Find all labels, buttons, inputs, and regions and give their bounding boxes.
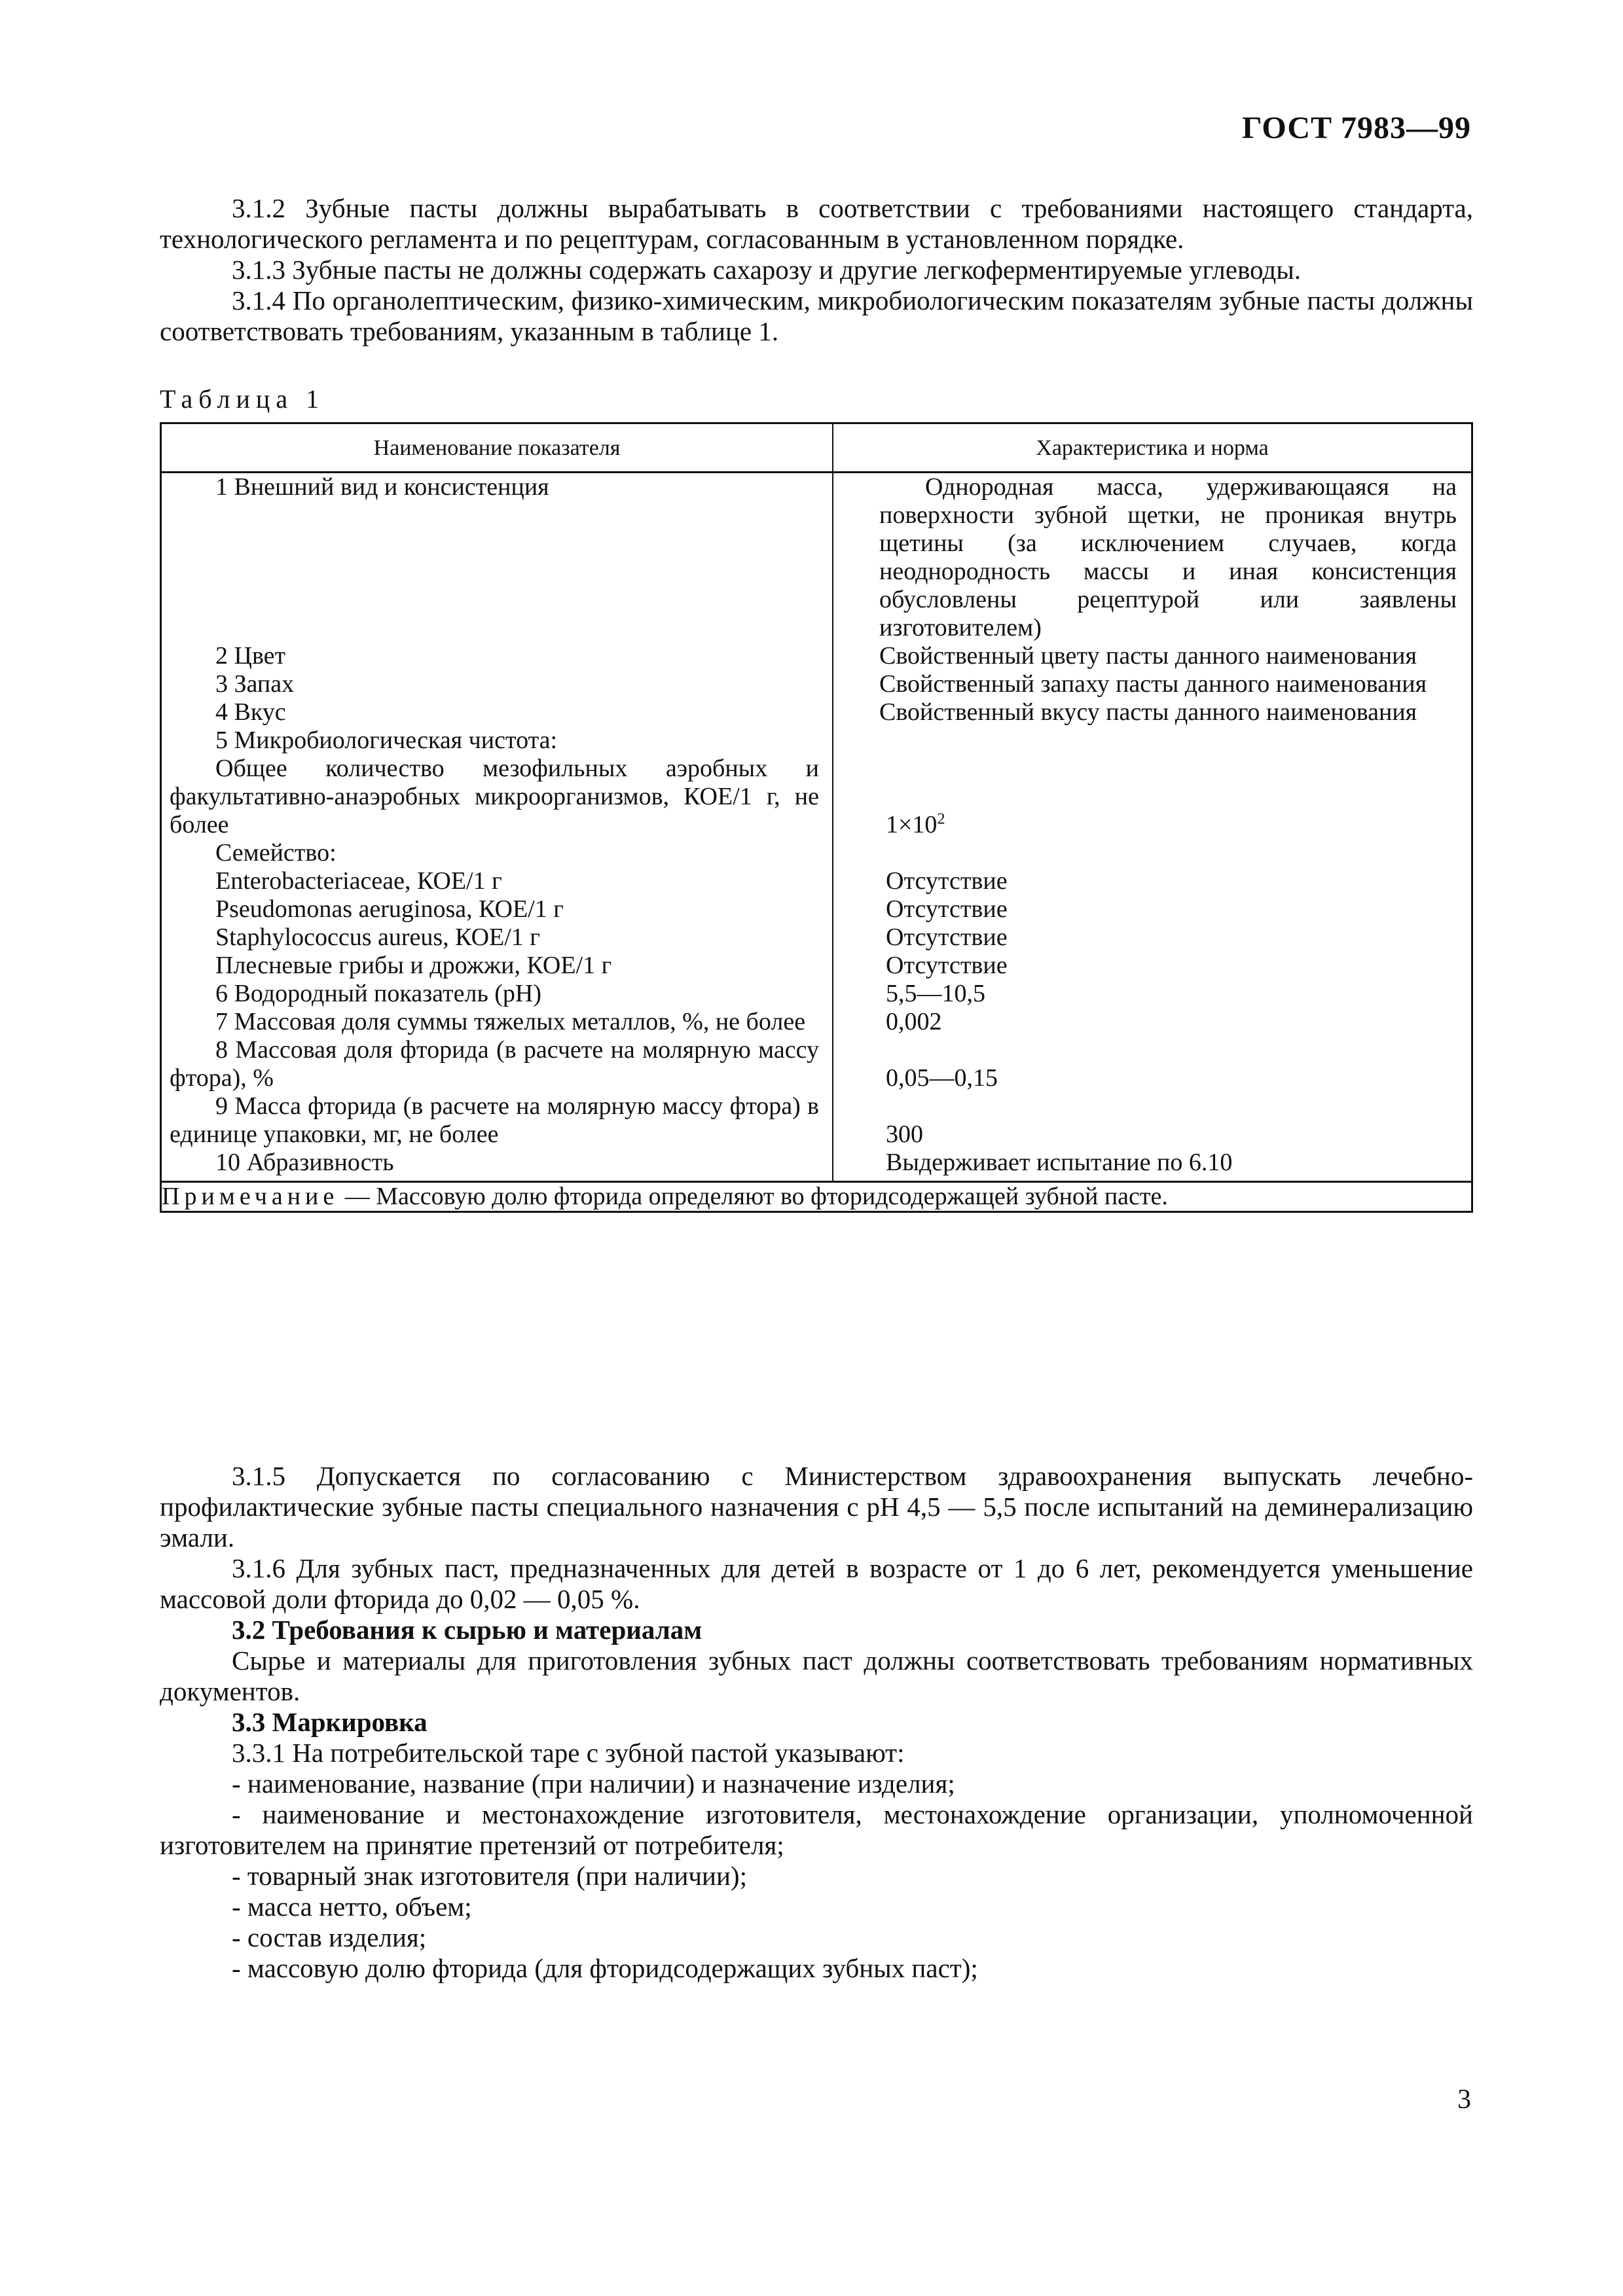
table-row [161,670,1472,698]
family-item-name: Плесневые грибы и дрожжи, КОЕ/1 г [215,952,612,979]
list-item: - наименование, название (при наличии) и назначение изделия; [232,1768,955,1799]
table-row [161,473,1472,643]
table-row [161,1008,1472,1036]
paragraph-3-1-2: 3.1.2 Зубные пасты должны вырабатывать в соответствии с требованиями настоящего стандарта, технологического регламента и по рецептурам, согласованным в установленном порядке. [160,193,1473,254]
family-label: Семейство: [215,839,337,867]
after-table-section [160,1461,1473,1984]
note-label: Примечание [162,1183,339,1210]
paragraph-3-3-1: 3.3.1 На потребительской таре с зубной пастой указывают: [232,1738,905,1768]
indicator-norm: $1\times 10^2$ [886,810,945,838]
indicator-name: 4 Вкус [215,698,286,726]
document-code-header: ГОСТ 7983—99 [1242,111,1471,145]
table-row [161,726,1472,755]
table-row [161,1036,1472,1092]
paragraph-3-1-5: 3.1.5 Допускается по согласованию с Министерством здравоохранения выпускать лечебно-профилактические зубные пасты специального назначения с pH 4,5 — 5,5 после испытаний на деминерализацию эмали. [160,1461,1473,1552]
indicator-name: 10 Абразивность [215,1149,394,1176]
paragraph-3-1-3: 3.1.3 Зубные пасты не должны содержать сахарозу и другие легкоферментируемые углеводы. [232,255,1301,285]
table-note-row [161,1182,1472,1212]
family-item-name: Staphylococcus aureus, КОЕ/1 г [215,924,540,951]
indicator-norm: 5,5—10,5 [886,980,985,1007]
list-item: - наименование и местонахождение изготовителя, местонахождение организации, уполномоченной изготовителем на принятие претензий от потребителя; [160,1799,1473,1860]
page-number: 3 [1457,2085,1471,2115]
requirements-table [160,422,1473,1213]
list-item: - масса нетто, объем; [232,1892,472,1922]
table-row [161,839,1472,980]
indicator-name: Общее количество мезофильных аэробных и факультативно-анаэробных микроорганизмов, КОЕ/1 г, не более [170,755,819,838]
indicator-name: 6 Водородный показатель (pH) [215,980,542,1007]
indicator-norm: 0,002 [886,1008,942,1035]
table-header-row [161,423,1472,473]
family-item-value: Отсутствие [886,952,1008,979]
indicator-name: 1 Внешний вид и консистенция [215,473,549,501]
indicator-norm: 0,05—0,15 [886,1064,998,1092]
list-item: - товарный знак изготовителя (при наличии); [232,1861,747,1891]
table-row [161,698,1472,726]
indicator-name: 9 Масса фторида (в расчете на молярную массу фтора) в единице упаковки, мг, не более [170,1092,819,1148]
family-item-value: Отсутствие [886,895,1008,923]
note-text: — Массовую долю фторида определяют во фторидсодержащей зубной пасте. [338,1183,1168,1210]
indicator-name: 8 Массовая доля фторида (в расчете на молярную массу фтора), % [170,1036,819,1092]
table-row [161,980,1472,1008]
paragraph-3-1-6: 3.1.6 Для зубных паст, предназначенных для детей в возрасте от 1 до 6 лет, рекомендуется уменьшение массовой доли фторида до 0,02 — 0,05 %. [160,1553,1473,1614]
table-row [161,1092,1472,1149]
indicator-name: 7 Массовая доля суммы тяжелых металлов, %, не более [215,1008,806,1035]
table-row [161,755,1472,839]
indicator-norm: 300 [886,1121,923,1148]
family-item-name: Enterobacteriaceae, КОЕ/1 г [215,867,502,895]
paragraph-3-2: Сырье и материалы для приготовления зубных паст должны соответствовать требованиям нормативных документов. [160,1645,1473,1706]
table-caption: Таблица 1 [160,384,325,414]
list-item: - массовую долю фторида (для фторидсодержащих зубных паст); [232,1953,978,1983]
section-title-3-3: 3.3 Маркировка [232,1707,428,1737]
table-row [161,642,1472,670]
paragraph-3-1-4: 3.1.4 По органолептическим, физико-химическим, микробиологическим показателям зубные пасты должны соответствовать требованиям, указанным в таблице 1. [160,285,1473,346]
family-item-value: Отсутствие [886,924,1008,951]
indicator-norm: Свойственный запаху пасты данного наименования [879,670,1427,698]
column-header-indicator: Наименование показателя [161,423,833,473]
indicator-name: 2 Цвет [215,642,286,670]
table-row [161,1149,1472,1182]
indicator-norm: Однородная масса, удерживающаяся на поверхности зубной щетки, не проникая внутрь щетины (за исключением случаев, когда неоднородность массы и иная консистенция обусловлены рецептурой или заявлены изготовителем) [879,473,1457,641]
family-item-value: Отсутствие [886,867,1008,895]
intro-section [160,193,1473,347]
indicator-norm: Свойственный цвету пасты данного наименования [879,642,1417,670]
indicator-name: 3 Запах [215,670,295,698]
column-header-norm: Характеристика и норма [833,423,1472,473]
indicator-norm: Свойственный вкусу пасты данного наименования [879,698,1417,726]
family-item-name: Pseudomonas aeruginosa, КОЕ/1 г [215,895,564,923]
section-title-3-2: 3.2 Требования к сырью и материалам [232,1615,702,1645]
indicator-norm: Выдерживает испытание по 6.10 [886,1149,1233,1176]
indicator-name: 5 Микробиологическая чистота: [215,726,558,754]
list-item: - состав изделия; [232,1922,427,1952]
